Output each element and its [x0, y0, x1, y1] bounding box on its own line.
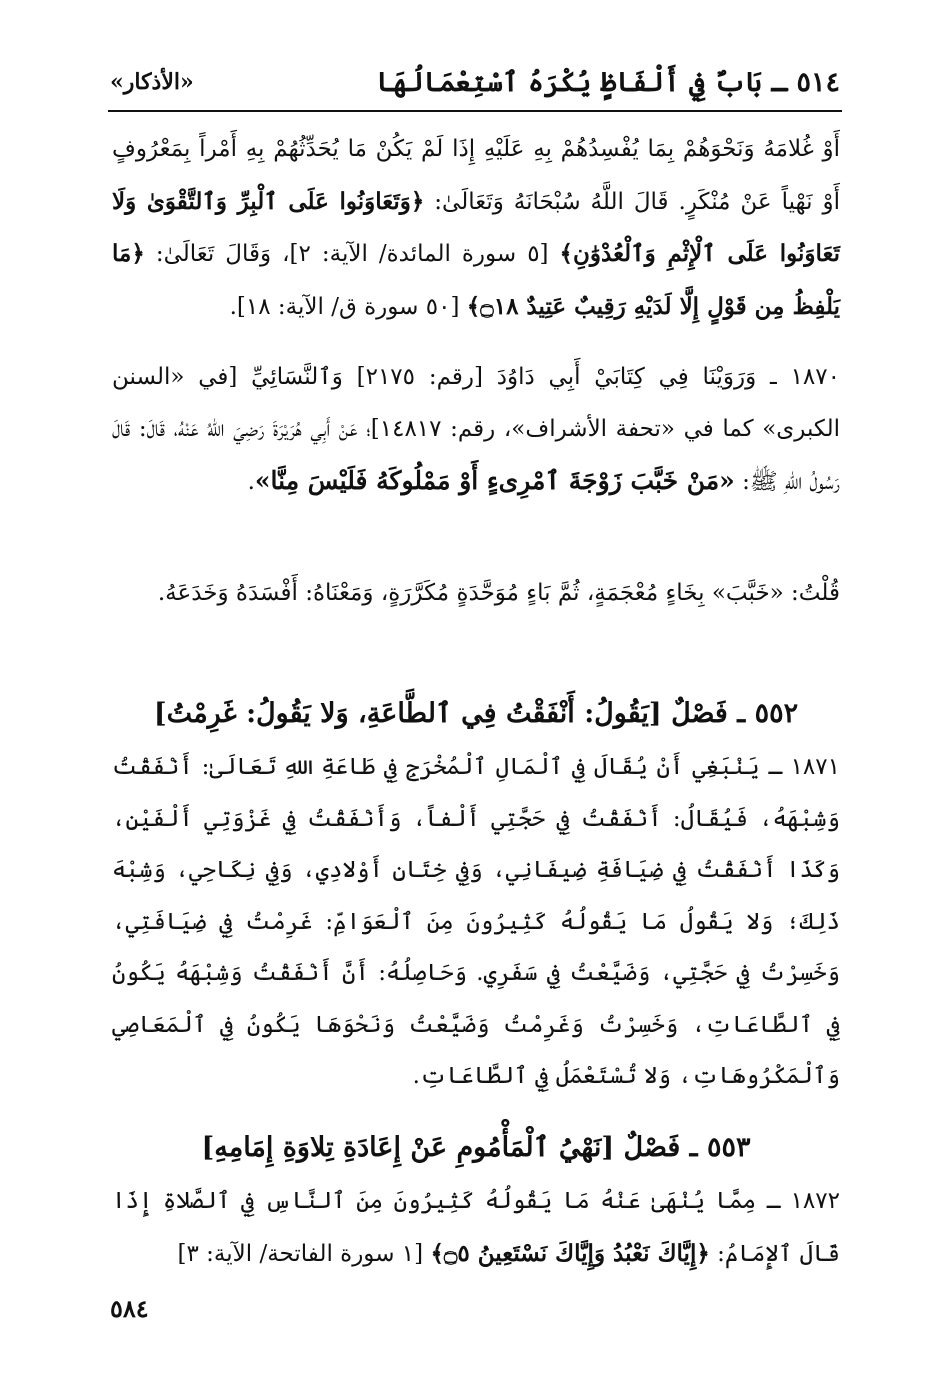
quran-verse-qaf: ﴿مَا يَلْفِظُ مِن قَوْلٍ إِلَّا لَدَيْهِ رَقِيبٌ عَتِيدٌ ۝١٨﴾ [112, 240, 840, 320]
running-header [110, 62, 840, 102]
header-chapter-title: ٥١٤ ـ بَابٌ فِي أَلْفَاظٍ يُكْرَهُ ٱسْتِعْمَالُهَا [376, 66, 840, 98]
p1872-end: [١ سورة الفاتحة/ الآية: ٣] [177, 1240, 431, 1267]
quran-verse-fatiha: ﴿إِيَّاكَ نَعْبُدُ وَإِيَّاكَ نَسْتَعِينُ ۝٥﴾ [430, 1239, 710, 1267]
paragraph-1870 [112, 352, 840, 509]
intro-text-1: أَوْ غُلامَهُ وَنَحْوَهُمْ بِمَا يُفْسِدُهُمْ بِهِ عَلَيْهِ إِذَا لَمْ يَكُنْ مَا يُحَدِّثُهُمْ بِهِ أَمْراً بِمَعْرُوفٍ أَوْ نَهْياً عَنْ مُنْكَرٍ. قَالَ اللَّهُ سُبْحَانَهُ وَتَعَالَىٰ: [112, 136, 841, 215]
p1871-text: ١٨٧١ ـ يَنْبَغِي أَنْ يُقَالَ فِي ٱلْمَالِ ٱلْمُخْرَجِ فِي طَاعَةِ اللهِ تَعَالَىٰ: أَنْفَقْتُ وَشِبْهَهُ، فَيُقَالُ: أَنْفَقْتُ فِي حَجَّتِي أَلْفاً، وَأَنْفَقْتُ فِي غَزْوَتِي أَلْفَيْنِ، وَكَذَا أَنْفَقْتُ فِي ضِيَافَةِ ضِيفَانِي، وَفِي خِتَانِ أَوْلادِي، وَفِي نِكَاحِي، وَشِبْهَ ذَلِكَ؛ وَلا يَقُولُ مَا يَقُولُهُ كَثِيرُونَ مِنَ ٱلْعَوَامِّ: غَرِمْتُ فِي ضِيَافَتِي، وَخَسِرْتُ فِي حَجَّتِي، وَضَيَّعْتُ فِي سَفَرِي. وَحَاصِلُهُ: أَنَّ أَنْفَقْتُ وَشِبْهَهُ يَكُونُ فِي ٱلطَّاعَاتِ، وَخَسِرْتُ وَغَرِمْتُ وَضَيَّعْتُ وَنَحْوَهَا يَكُونُ فِي ٱلْمَعَاصِي وَٱلْمَكْرُوهَاتِ، وَلا تُسْتَعْمَلُ فِي ٱلطَّاعَاتِ. [112, 754, 840, 1089]
header-divider [108, 110, 842, 112]
p1870-end: . [247, 469, 255, 495]
intro-text-3: [٥٠ سورة ق/ الآية: ١٨]. [229, 293, 467, 320]
section-heading-552: ٥٥٢ ـ فَصْلٌ [يَقُولُ: أَنْفَقْتُ فِي ٱلطَّاعَةِ، وَلا يَقُولُ: غَرِمْتُ] [153, 698, 799, 729]
header-book-title: «الأذكار» [110, 69, 194, 95]
paragraph-intro [112, 124, 840, 333]
section-heading-553: ٥٥٣ ـ فَصْلٌ [نَهْيُ ٱلْمَأْمُومِ عَنْ إِعَادَةِ تِلاوَةِ إِمَامِهِ] [201, 1132, 751, 1163]
intro-text-2: [٥ سورة المائدة/ الآية: ٢]، وَقَالَ تَعَالَىٰ: [144, 241, 560, 267]
quran-verse-maidah: ﴿وَتَعَاوَنُوا عَلَى ٱلْبِرِّ وَٱلتَّقْوَىٰ وَلَا تَعَاوَنُوا عَلَى ٱلْإِثْمِ وَٱلْعُدْوَٰنِ﴾ [112, 187, 840, 267]
paragraph-note [112, 568, 840, 620]
page-number: ٥٨٤ [110, 1294, 149, 1323]
note-text: قُلْتُ: «خَبَّبَ» بِخَاءٍ مُعْجَمَةٍ، ثُمَّ بَاءٍ مُوَحَّدَةٍ مُكَرَّرَةٍ، وَمَعْنَاهُ: أَفْسَدَهُ وَخَدَعَهُ. [157, 580, 840, 606]
hadith-text: «مَنْ خَبَّبَ زَوْجَةَ ٱمْرِىءٍ أَوْ مَمْلُوكَهُ فَلَيْسَ مِنَّا» [254, 466, 735, 495]
p1872-text: ١٨٧٢ ـ مِمَّا يُنْهَىٰ عَنْهُ مَا يَقُولُهُ كَثِيرُونَ مِنَ ٱلنَّاسِ فِي ٱلصَّلاةِ إِذَا قَالَ ٱلإِمَامُ: [112, 1188, 840, 1267]
paragraph-1872 [112, 1176, 840, 1280]
p1870-text: ١٨٧٠ ـ وَرَوَيْنَا فِي كِتَابَيْ أَبِي دَاوُدَ [رقم: ٢١٧٥] وَٱلنَّسَائِيِّ [في «السنن الكبرى» كما في «تحفة الأشراف»، رقم: ١٤٨١٧]؛ عَنْ أَبِي هُرَيْرَةَ رَضِيَ اللهُ عَنْهُ، قَالَ: قَالَ رَسُولُ اللهِ ﷺ: [112, 364, 841, 495]
paragraph-1871 [112, 742, 840, 1103]
